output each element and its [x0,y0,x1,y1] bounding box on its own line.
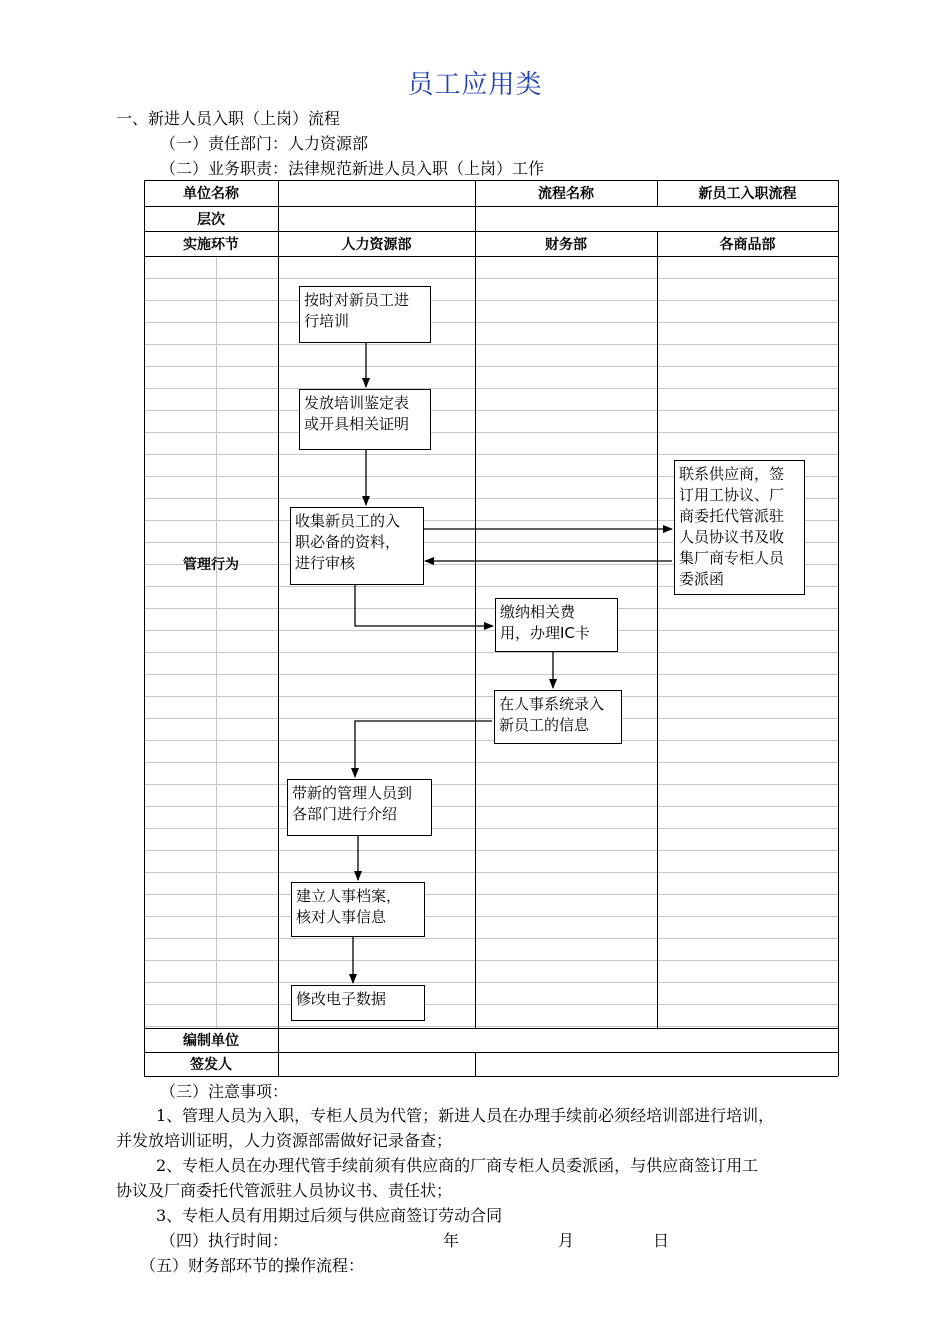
execution-year: 年 [443,1231,460,1250]
flow-box-supplier: 联系供应商，签 订用工协议、厂 商委托代管派驻 人员协议书及收 集厂商专柜人员 委派函 [674,460,805,595]
flow-box-modify: 修改电子数据 [291,985,425,1021]
issuer-label: 签发人 [190,1057,232,1073]
flow-box-issue: 发放培训鉴定表 或开具相关证明 [299,389,431,450]
execution-time-label: （四）执行时间： [160,1231,289,1250]
business-duty: （二）业务职责：法律规范新进人员入职（上岗）工作 [160,159,545,178]
stage-label: 实施环节 [183,236,239,253]
flow-box-train: 按时对新员工进 行培训 [299,286,431,343]
note-2-line-1: 2、专柜人员在办理代管手续前须有供应商的厂商专柜人员委派函，与供应商签订用工 [156,1156,759,1175]
arrow-collect-fee [355,585,493,626]
notes-heading: （三）注意事项： [160,1082,289,1101]
execution-month: 月 [558,1231,575,1250]
note-2-line-2: 协议及厂商委托代管派驻人员协议书、责任状； [116,1181,453,1200]
flow-arrows [144,180,838,1076]
finance-process-heading: （五）财务部环节的操作流程： [140,1256,365,1275]
col-finance: 财务部 [545,236,587,253]
flow-box-entry: 在人事系统录入 新员工的信息 [494,690,622,744]
page-title: 员工应用类 [407,70,543,100]
note-1-line-1: 1、管理人员为入职，专柜人员为代管；新进人员在办理手续前必须经培训部进行培训， [156,1106,775,1125]
table-border-right [838,180,839,1076]
process-name-value: 新员工入职流程 [698,186,797,202]
execution-day: 日 [653,1231,670,1250]
note-1-line-2: 并发放培训证明，人力资源部需做好记录备查； [116,1131,453,1150]
flow-box-fee: 缴纳相关费 用，办理IC卡 [495,598,618,652]
flow-box-archive: 建立人事档案， 核对人事信息 [291,882,425,937]
col-goods: 各商品部 [719,236,776,253]
management-label: 管理行为 [183,557,239,573]
responsible-dept: （一）责任部门：人力资源部 [160,134,369,153]
note-3: 3、专柜人员有用期过后须与供应商签订劳动合同 [156,1206,503,1225]
unit-name-label: 单位名称 [183,186,239,202]
section-heading: 一、新进人员入职（上岗）流程 [116,109,341,128]
table-border-h [144,1076,838,1077]
level-label: 层次 [197,211,225,228]
col-hr: 人力资源部 [341,236,412,253]
arrow-entry-intro [355,721,492,777]
process-name-label: 流程名称 [538,186,594,202]
flow-box-intro: 带新的管理人员到 各部门进行介绍 [287,779,432,836]
process-table [144,180,838,1076]
compile-unit-label: 编制单位 [183,1033,239,1049]
flow-box-collect: 收集新员工的入 职必备的资料， 进行审核 [290,507,424,585]
